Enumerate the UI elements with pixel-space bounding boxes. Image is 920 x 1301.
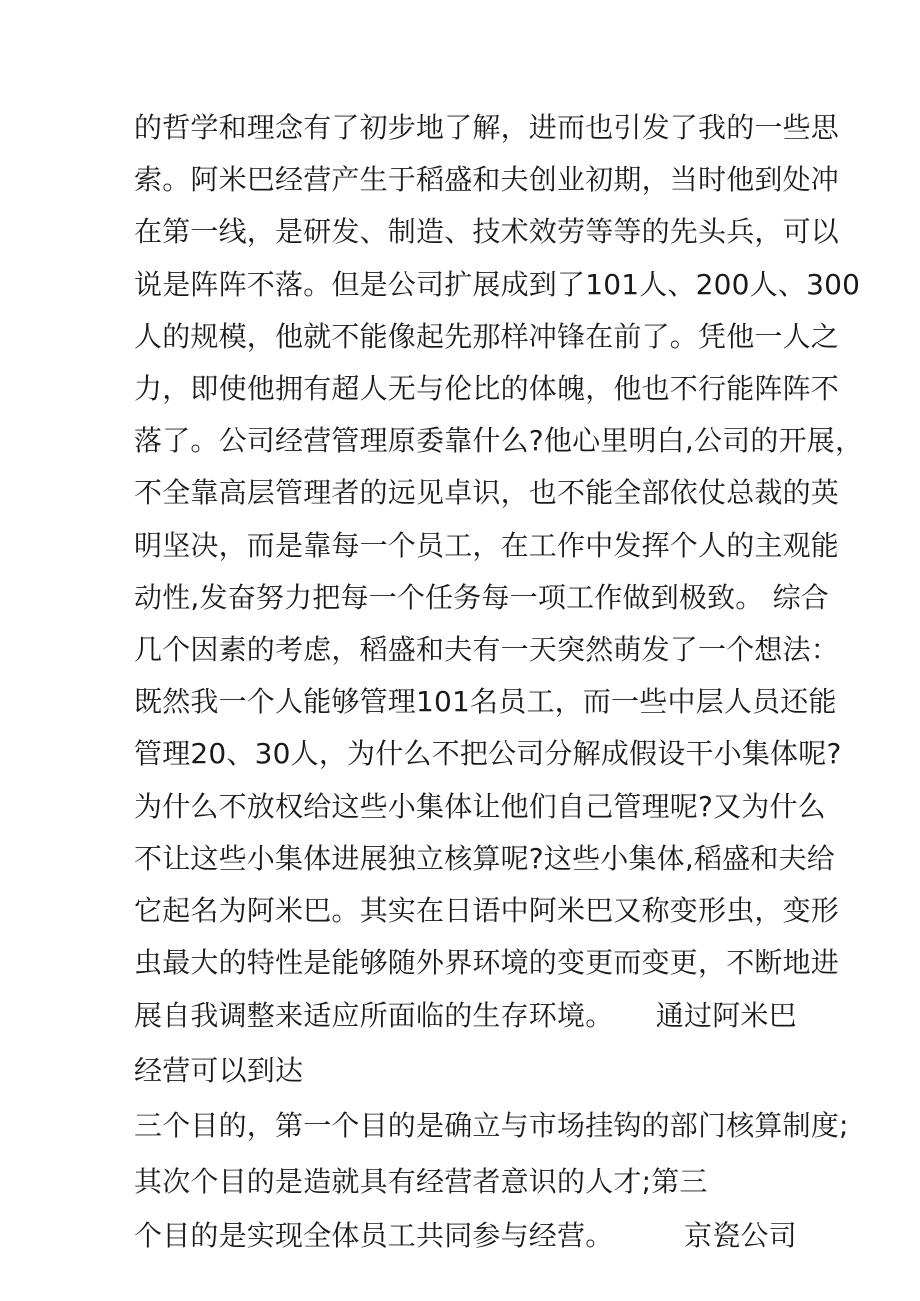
text-line: 三个目的，第一个目的是确立与市场挂钩的部门核算制度; <box>134 1109 849 1142</box>
text-line: 人的规模，他就不能像起先那样冲锋在前了。凭他一人之 <box>134 320 840 353</box>
text-line: 经营可以到达 <box>134 1054 304 1087</box>
text-line: 不全靠高层管理者的远见卓识，也不能全部依仗总裁的英 <box>134 476 840 509</box>
text-line: 落了。公司经营管理原委靠什么?他心里明白,公司的开展， <box>134 424 864 457</box>
text-line: 索。阿米巴经营产生于稻盛和夫创业初期，当时他到处冲 <box>134 163 840 196</box>
text-line: 虫最大的特性是能够随外界环境的变更而变更，不断地进 <box>134 946 840 979</box>
text-line: 几个因素的考虑，稻盛和夫有一天突然萌发了一个想法： <box>134 633 840 666</box>
text-line: 动性,发奋努力把每一个任务每一项工作做到极致。 综合 <box>134 581 830 614</box>
text-line: 展自我调整来适应所面临的生存环境。 通过阿米巴 <box>134 999 797 1032</box>
text-line: 既然我一个人能够管理101名员工，而一些中层人员还能 <box>134 685 837 718</box>
text-line: 说是阵阵不落。但是公司扩展成到了101人、200人、300 <box>134 268 861 301</box>
text-line: 明坚决，而是靠每一个员工，在工作中发挥个人的主观能 <box>134 529 840 562</box>
text-line: 个目的是实现全体员工共同参与经营。 京瓷公司 <box>134 1219 797 1252</box>
text-line: 为什么不放权给这些小集体让他们自己管理呢?又为什么 <box>134 790 826 823</box>
text-line: 它起名为阿米巴。其实在日语中阿米巴又称变形虫，变形 <box>134 894 840 927</box>
text-line: 管理20、30人，为什么不把公司分解成假设干小集体呢? <box>134 737 842 770</box>
text-line: 力，即使他拥有超人无与伦比的体魄，他也不行能阵阵不 <box>134 372 840 405</box>
text-line: 其次个目的是造就具有经营者意识的人才;第三 <box>134 1165 708 1198</box>
text-line: 不让这些小集体进展独立核算呢?这些小集体,稻盛和夫给 <box>134 842 835 875</box>
text-line: 的哲学和理念有了初步地了解，进而也引发了我的一些思 <box>134 111 840 144</box>
text-line: 在第一线，是研发、制造、技术效劳等等的先头兵，可以 <box>134 215 840 248</box>
